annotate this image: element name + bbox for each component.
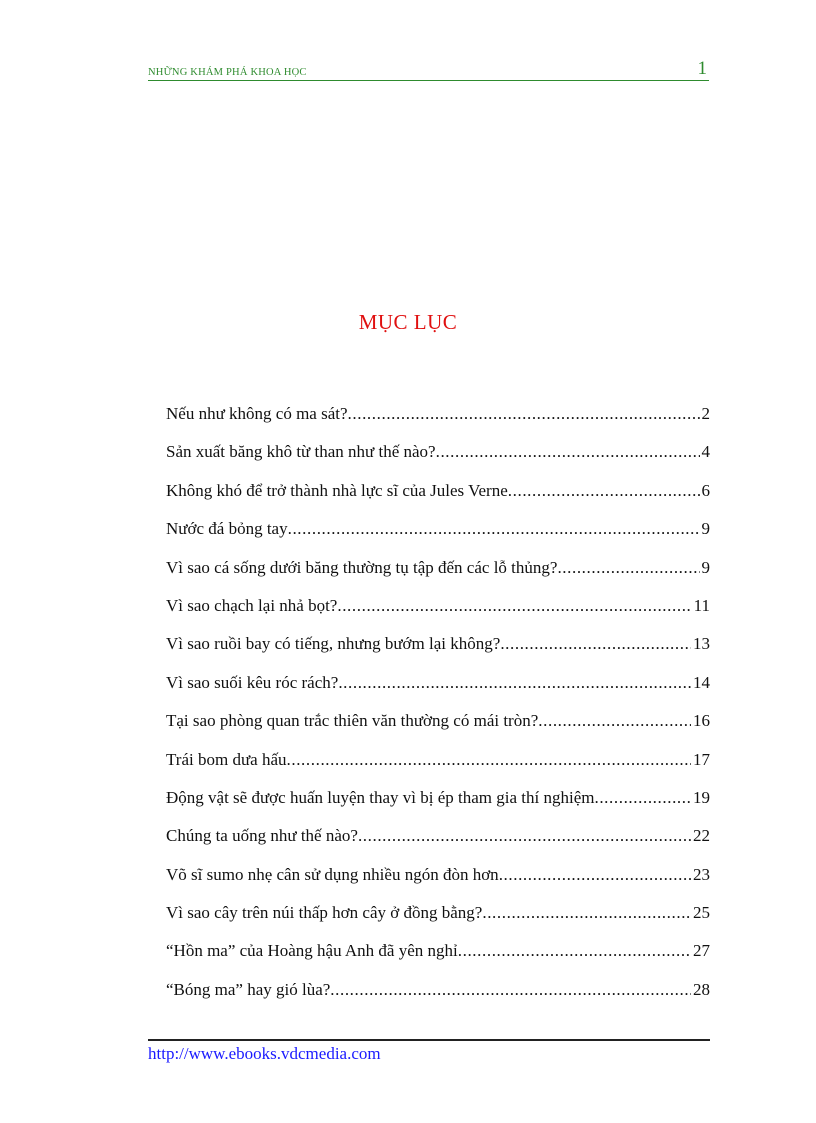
toc-entry-text: “Bóng ma” hay gió lùa? <box>166 979 331 999</box>
toc-entry[interactable] <box>166 596 710 634</box>
toc-entry[interactable] <box>166 519 710 557</box>
toc-entry-page: 19 <box>693 787 710 807</box>
toc-entry-text: Vì sao cây trên núi thấp hơn cây ở đồng bằng? <box>166 903 483 923</box>
toc-entry-text: Vì sao chạch lại nhả bọt? <box>166 595 338 615</box>
toc-entry-text: Nước đá bỏng tay <box>166 519 288 539</box>
toc-entry-text: Vì sao suối kêu róc rách? <box>166 672 339 692</box>
toc-entry[interactable] <box>166 442 710 480</box>
toc-dot-leader <box>594 788 691 808</box>
toc-dot-leader <box>358 826 691 846</box>
toc-dot-leader <box>287 750 692 770</box>
toc-entry-page: 28 <box>693 979 710 999</box>
toc-entry-text: Không khó để trở thành nhà lực sĩ của Jules Verne <box>166 480 508 500</box>
toc-entry[interactable] <box>166 750 710 788</box>
toc-entry-page: 23 <box>693 864 710 884</box>
toc-entry[interactable] <box>166 404 710 442</box>
toc-entry[interactable] <box>166 788 710 826</box>
toc-dot-leader <box>338 673 691 693</box>
table-of-contents <box>166 404 710 1018</box>
toc-entry-text: Nếu như không có ma sát? <box>166 404 348 423</box>
toc-entry[interactable] <box>166 980 710 1018</box>
toc-entry-page: 27 <box>693 941 710 961</box>
toc-entry[interactable] <box>166 865 710 903</box>
toc-entry-page: 14 <box>693 672 710 692</box>
toc-entry-text: Sản xuất băng khô từ than như thế nào? <box>166 442 436 462</box>
header-page-number: 1 <box>697 58 707 79</box>
toc-entry[interactable] <box>166 903 710 941</box>
page-header <box>148 58 709 81</box>
header-title: NHỮNG KHÁM PHÁ KHOA HỌC <box>148 67 307 78</box>
toc-entry-page: 11 <box>693 595 710 615</box>
toc-dot-leader <box>330 980 691 1000</box>
toc-dot-leader <box>538 711 691 731</box>
toc-dot-leader <box>458 941 691 961</box>
toc-dot-leader <box>557 558 699 578</box>
toc-dot-leader <box>482 903 691 923</box>
toc-entry-text: Chúng ta uống như thế nào? <box>166 826 358 846</box>
toc-dot-leader <box>337 596 691 616</box>
toc-entry[interactable] <box>166 826 710 864</box>
toc-entry-page: 22 <box>693 826 710 846</box>
footer-website-link[interactable]: http://www.ebooks.vdcmedia.com <box>148 1044 381 1063</box>
toc-entry-page: 9 <box>701 557 710 577</box>
footer-rule <box>148 1039 710 1041</box>
toc-entry-page: 4 <box>701 442 710 462</box>
toc-entry[interactable] <box>166 558 710 596</box>
toc-entry-text: Trái bom dưa hấu <box>166 749 287 769</box>
toc-entry-page: 16 <box>693 711 710 731</box>
toc-entry[interactable] <box>166 481 710 519</box>
toc-entry-page: 6 <box>701 480 710 500</box>
toc-entry[interactable] <box>166 941 710 979</box>
toc-entry-page: 2 <box>701 404 710 423</box>
toc-entry-text: “Hồn ma” của Hoàng hậu Anh đã yên nghỉ <box>166 941 458 961</box>
toc-dot-leader <box>500 634 691 654</box>
toc-entry-text: Động vật sẽ được huấn luyện thay vì bị ép tham gia thí nghiệm <box>166 787 595 807</box>
toc-entry-page: 9 <box>701 519 710 539</box>
toc-entry-page: 13 <box>693 634 710 654</box>
toc-title: MỤC LỤC <box>358 310 458 334</box>
toc-entry-text: Võ sĩ sumo nhẹ cân sử dụng nhiều ngón đòn hơn <box>166 864 499 884</box>
toc-dot-leader <box>508 481 700 501</box>
toc-dot-leader <box>436 442 700 462</box>
toc-entry-page: 25 <box>693 903 710 923</box>
toc-entry-text: Tại sao phòng quan trắc thiên văn thường có mái tròn? <box>166 711 539 731</box>
toc-dot-leader <box>288 519 700 539</box>
toc-entry[interactable] <box>166 673 710 711</box>
toc-entry-text: Vì sao cá sống dưới băng thường tụ tập đến các lỗ thủng? <box>166 557 558 577</box>
toc-entry[interactable] <box>166 711 710 749</box>
toc-entry[interactable] <box>166 634 710 672</box>
toc-entry-text: Vì sao ruồi bay có tiếng, nhưng bướm lại không? <box>166 634 501 654</box>
toc-dot-leader <box>348 404 700 424</box>
toc-entry-page: 17 <box>693 749 710 769</box>
toc-dot-leader <box>499 865 691 885</box>
